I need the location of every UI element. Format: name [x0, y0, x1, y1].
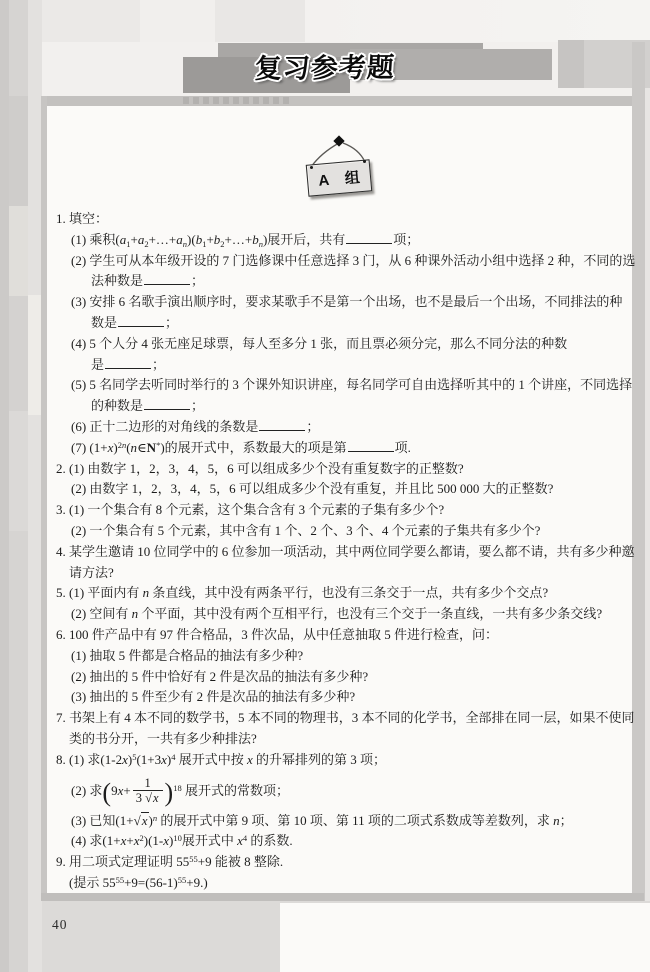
- text-line: 7. 书架上有 4 本不同的数学书，5 本不同的物理书，3 本不同的化学书，全部排在同一层，如果不使同: [56, 710, 635, 726]
- text-line: (1) 乘积$(a_1+a_2+\dots+a_n)(b_1+b_2+\dots+b_n)$展开后，共有 项；: [71, 231, 420, 249]
- answer-blank: [105, 356, 151, 369]
- text-line: (4) 求$(1+x+x^2)(1-x)^{10}$展开式中 $x^4$ 的系数.: [71, 833, 293, 849]
- answer-blank: [259, 418, 305, 431]
- text-line: (2) 抽出的 5 件中恰好有 2 件是次品的抽法有多少种?: [71, 668, 369, 684]
- text-line: 请方法?: [69, 564, 114, 580]
- left-edge-strip: [9, 411, 28, 531]
- text-line: (1) 抽取 5 件都是合格品的抽法有多少种?: [71, 647, 304, 663]
- text-line: (2) 由数字 1，2，3，4，5，6 可以组成多少个没有重复，并且比 500 000 大的正整数?: [71, 481, 554, 497]
- text-line: 数是 ；: [91, 314, 179, 330]
- answer-blank: [144, 397, 190, 410]
- text-line: (2) 空间有 n 个平面，其中没有两个互相平行，也没有三个交于一条直线，一共有多少条交线?: [71, 606, 603, 622]
- text-line: (3) 安排 6 名歌手演出顺序时，要求某歌手不是第一个出场，也不是最后一个出场，不同排法的种: [71, 294, 623, 310]
- text-line: 的种数是 ；: [91, 398, 205, 414]
- text-line: 类的书分开，一共有多少种排法?: [69, 730, 257, 746]
- left-edge-strip: [9, 206, 28, 296]
- problems-content: [47, 106, 636, 893]
- text-line: 8. (1) 求$(1-2x)^5(1+3x)^4$ 展开式中按 x 的升幂排列的第 3 项；: [56, 751, 387, 767]
- text-line: (4) 5 个人分 4 张无座足球票，每人至多分 1 张，而且票必须分完，那么不同分法的种数: [71, 335, 568, 351]
- text-line: (5) 5 名同学去听同时举行的 3 个课外知识讲座，每名同学可自由选择听其中的 1 个讲座，不同选择: [71, 377, 633, 393]
- text-line: (2) 求(9x+ $\frac{1}{3 √x}$ )$^{18}$ 展开式的常数项；: [71, 775, 289, 807]
- text-line: 1. 填空：: [56, 211, 109, 226]
- text-line: (3) 抽出的 5 件至少有 2 件是次品的抽法有多少种?: [71, 689, 356, 705]
- panel-border-top: [41, 96, 645, 106]
- scan-gray-block: [558, 40, 584, 88]
- answer-blank: [348, 439, 394, 452]
- text-line: (3) 已知$(1+√x)^n$ 的展开式中第 9 项、第 10 项、第 11 项的二项式系数成等差数列，求 n；: [71, 812, 573, 828]
- text-line: 4. 某学生邀请 10 位同学中的 6 位参加一项活动，其中两位同学要么都请，要么都不请，共有多少种邀: [56, 543, 635, 559]
- panel-border-right: [632, 42, 645, 901]
- left-edge-strip: [9, 96, 28, 206]
- text-line: 9. 用二项式定理证明 $55^{55}+9$ 能被 8 整除.: [56, 854, 284, 870]
- text-line: (6) 正十二边形的对角线的条数是 ；: [71, 418, 320, 434]
- text-line: (2) 学生可从本年级开设的 7 门选修课中任意选择 3 门，从 6 种课外活动小组中选择 2 种，不同的选: [71, 252, 636, 268]
- page-number: 40: [52, 917, 68, 932]
- sign-label: A 组: [317, 168, 367, 190]
- banner-dashes: [183, 97, 289, 104]
- page-title: 复习参考题: [253, 52, 396, 84]
- text-line: 2. (1) 由数字 1，2，3，4，5，6 可以组成多少个没有重复数字的正整数?: [56, 460, 464, 476]
- answer-blank: [346, 231, 392, 244]
- panel-border-bottom: [41, 893, 644, 901]
- text-line: 6. 100 件产品中有 97 件合格品，3 件次品，从中任意抽取 5 件进行检查，问：: [56, 626, 499, 642]
- bottom-white-block: [280, 903, 650, 972]
- answer-blank: [118, 314, 164, 327]
- answer-blank: [144, 272, 190, 285]
- left-edge-strip: [0, 0, 9, 972]
- left-edge-strip: [28, 295, 42, 415]
- text-line: (7) $(1+x)^{2n}(n\in N^*)$的展开式中，系数最大的项是第 项.: [71, 439, 411, 455]
- text-line: 法种数是 ；: [91, 273, 205, 289]
- text-line: (提示 $55^{55}+9=(56-1)^{55}+9$.): [69, 874, 208, 890]
- text-line: 3. (1) 一个集合有 8 个元素，这个集合含有 3 个元素的子集有多少个?: [56, 502, 445, 518]
- left-edge-strip: [9, 296, 28, 411]
- text-line: (2) 一个集合有 5 个元素，其中含有 1 个、2 个、3 个、4 个元素的子集共有多少个?: [71, 522, 541, 538]
- left-edge-strip: [28, 0, 42, 972]
- text-line: 5. (1) 平面内有 n 条直线，其中没有两条平行，也没有三条交于一点，共有多少个交点?: [56, 585, 549, 601]
- text-line: 是 ；: [91, 356, 166, 372]
